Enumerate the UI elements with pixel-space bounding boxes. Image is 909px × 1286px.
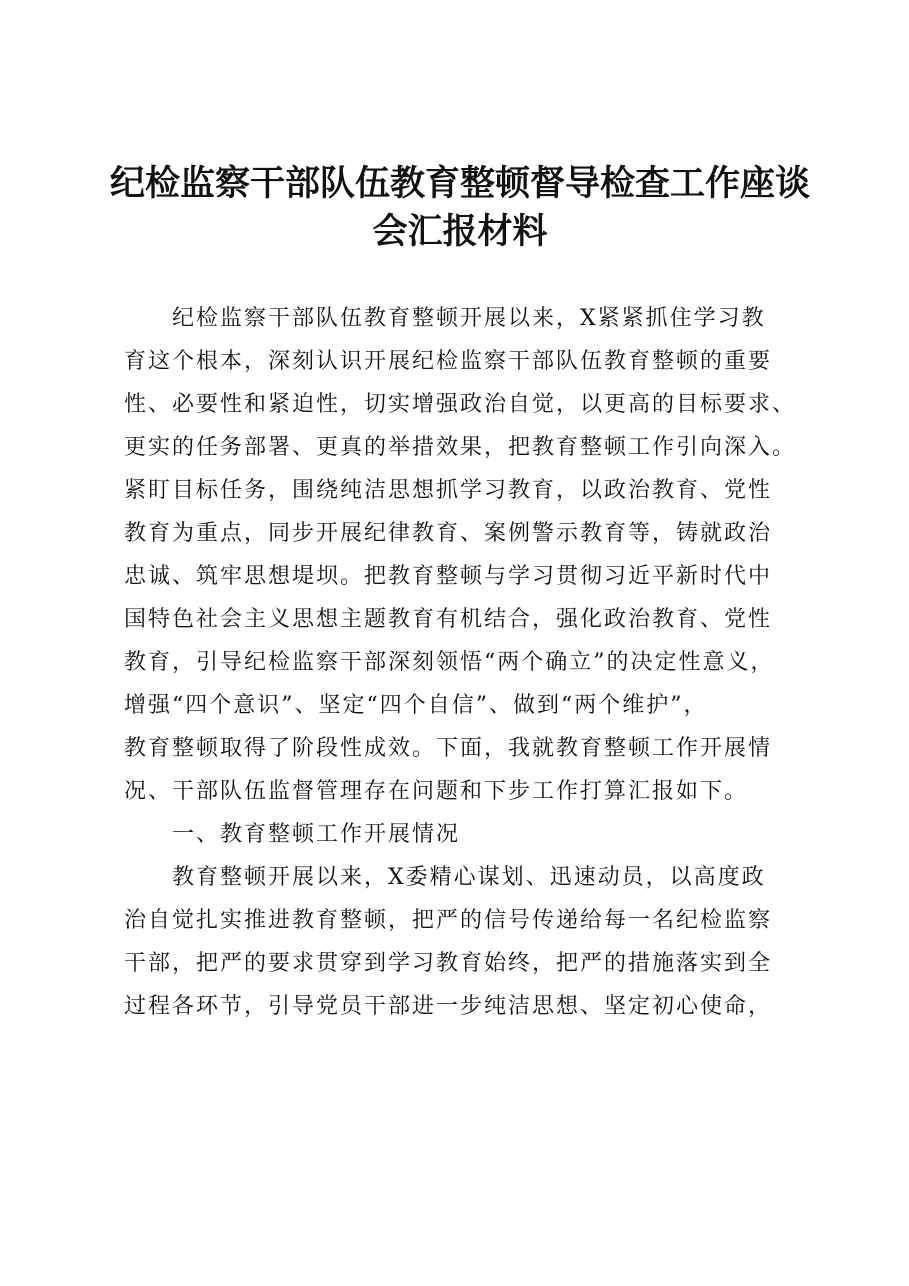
title-line-1: 纪检监察干部队伍教育整顿督导检查工作座谈 xyxy=(110,163,811,204)
paragraph-1-line-1: 纪检监察干部队伍教育整顿开展以来，X紧紧抓住学习教 xyxy=(172,306,766,331)
section-heading-1: 一、教育整顿工作开展情况 xyxy=(172,822,461,847)
paragraph-1-line-8: 国特色社会主义思想主题教育有机结合，强化政治教育、党性 xyxy=(124,607,773,632)
paragraph-1-line-9: 教育，引导纪检监察干部深刻领悟“两个确立”的决定性意义， xyxy=(124,650,775,675)
paragraph-1-line-11: 教育整顿取得了阶段性成效。下面，我就教育整顿工作开展情 xyxy=(124,736,773,761)
paragraph-1-line-5: 紧盯目标任务，围绕纯洁思想抓学习教育，以政治教育、党性 xyxy=(124,478,773,503)
paragraph-1-line-12: 况、干部队伍监督管理存在问题和下步工作打算汇报如下。 xyxy=(124,779,749,804)
document-body xyxy=(124,297,804,1028)
paragraph-1-line-6: 教育为重点，同步开展纪律教育、案例警示教育等，铸就政治 xyxy=(124,521,773,546)
paragraph-1-line-3: 性、必要性和紧迫性，切实增强政治自觉，以更高的目标要求、 xyxy=(124,392,797,417)
paragraph-2-line-3: 干部，把严的要求贯穿到学习教育始终，把严的措施落实到全 xyxy=(124,951,773,976)
document-title xyxy=(110,160,810,256)
paragraph-2-line-2: 治自觉扎实推进教育整顿，把严的信号传递给每一名纪检监察 xyxy=(124,908,773,933)
paragraph-2-line-4: 过程各环节，引导党员干部进一步纯洁思想、坚定初心使命， xyxy=(124,994,773,1019)
paragraph-1-line-4: 更实的任务部署、更真的举措效果，把教育整顿工作引向深入。 xyxy=(124,435,797,460)
paragraph-1-line-10: 增强“四个意识”、坚定“四个自信”、做到“两个维护”， xyxy=(124,693,708,718)
paragraph-1-line-7: 忠诚、筑牢思想堤坝。把教育整顿与学习贯彻习近平新时代中 xyxy=(124,564,773,589)
paragraph-2-line-1: 教育整顿开展以来，X委精心谋划、迅速动员，以高度政 xyxy=(172,865,766,890)
paragraph-1-line-2: 育这个根本，深刻认识开展纪检监察干部队伍教育整顿的重要 xyxy=(124,349,773,374)
title-line-2: 会汇报材料 xyxy=(372,211,548,252)
